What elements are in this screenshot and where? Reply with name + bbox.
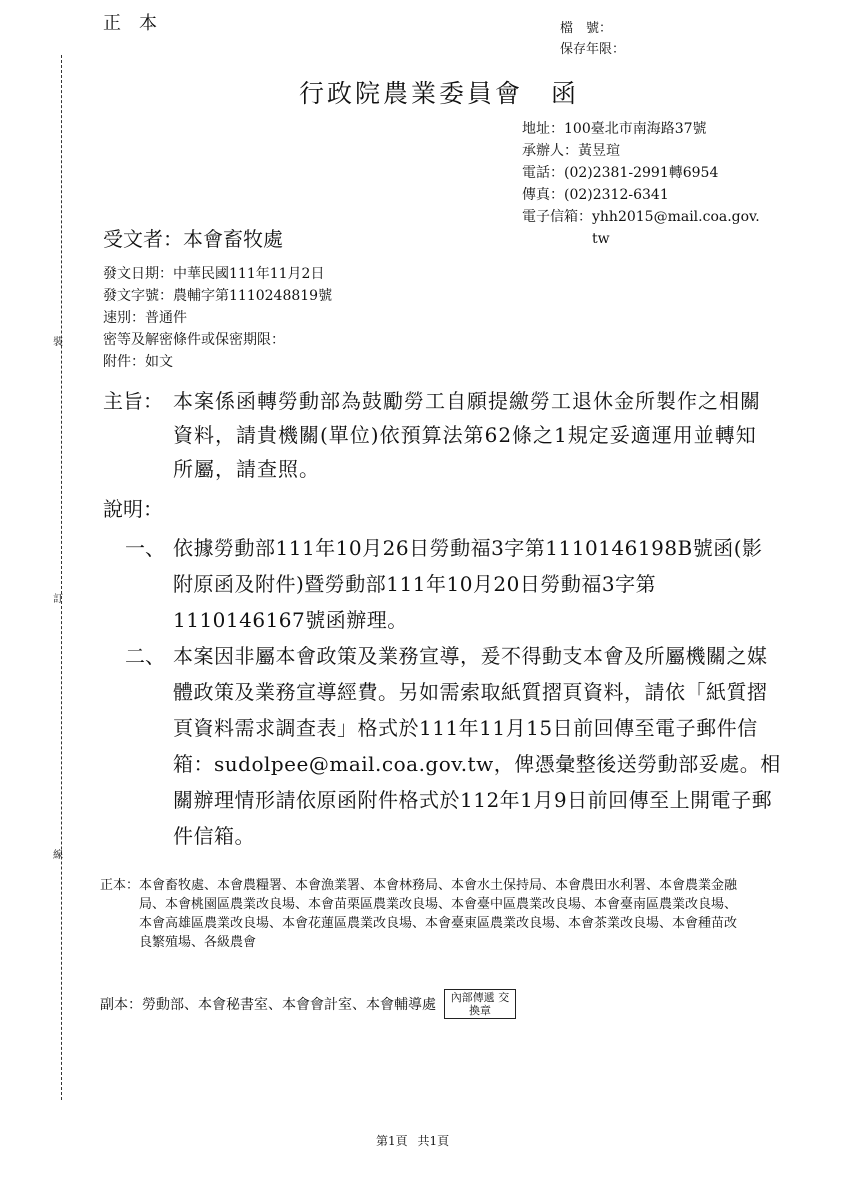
binding-char-bottom: 線 xyxy=(53,850,63,861)
email-label: 電子信箱： xyxy=(522,209,592,225)
contact-block xyxy=(522,118,762,250)
address-label: 地址： xyxy=(522,121,564,137)
document-title: 行政院農業委員會 函 xyxy=(299,79,580,108)
email-value: yhh2015@mail.coa.gov.tw xyxy=(592,209,760,247)
attachment: 附件：如文 xyxy=(103,354,173,370)
email-row xyxy=(522,206,762,250)
subject-text: 本案係函轉勞動部為鼓勵勞工自願提繳勞工退休金所製作之相關資料，請貴機關(單位)依預算法第62條之1規定妥適運用並轉知所屬，請查照。 xyxy=(173,389,761,481)
explanation-label: 說明： xyxy=(103,497,163,521)
handler-value: 黃昱瑄 xyxy=(578,143,620,159)
address-row xyxy=(522,118,762,140)
handler-label: 承辦人： xyxy=(522,143,578,159)
binding-char-top: 裝 xyxy=(53,337,63,348)
phone-label: 電話： xyxy=(522,165,564,181)
cc-block xyxy=(100,989,516,1019)
phone-row xyxy=(522,162,762,184)
item-text: 本案因非屬本會政策及業務宣導，爰不得動支本會及所屬機關之媒體政策及業務宣導經費。另如需索取紙質摺頁資料，請依「紙質摺頁資料需求調查表」格式於111年11月15日前回傳至電子郵件信箱：sudolpee@mail.coa.gov.tw，俾憑彙整後送勞動部妥處。相關辦理情形請依原函附件格式於112年1月9日前回傳至上開電子郵件信箱。 xyxy=(173,644,781,848)
binding-dashed-line xyxy=(61,55,62,1100)
phone-value: (02)2381-2991轉6954 xyxy=(564,165,719,181)
meta-block xyxy=(103,263,332,373)
item-text: 依據勞動部111年10月26日勞動福3字第1110146198B號函(影附原函及附件)暨勞動部111年10月20日勞動福3字第1110146167號函辦理。 xyxy=(173,536,763,632)
fax-row xyxy=(522,184,762,206)
exchange-stamp: 內部傳遞 交換章 xyxy=(444,989,516,1019)
explanation-item-2 xyxy=(125,638,783,854)
cc-label: 副本： xyxy=(100,997,142,1013)
fax-label: 傳真： xyxy=(522,187,564,203)
fax-value: (02)2312-6341 xyxy=(564,187,669,203)
subject-label: 主旨： xyxy=(103,389,163,413)
distribution-label: 正本： xyxy=(100,878,140,893)
distribution-block xyxy=(100,876,744,952)
item-number: 一、 xyxy=(125,536,165,560)
speed-class: 速別：普通件 xyxy=(103,310,187,326)
recipient: 受文者：本會畜牧處 xyxy=(103,227,283,251)
cc-text: 勞動部、本會秘書室、本會會計室、本會輔導處 xyxy=(142,997,436,1013)
item-number: 二、 xyxy=(125,644,165,668)
binding-char-middle: 訂 xyxy=(53,594,63,605)
handler-row xyxy=(522,140,762,162)
copy-mark: 正本 xyxy=(103,13,175,34)
subject-block xyxy=(103,384,773,486)
issue-date: 發文日期：中華民國111年11月2日 xyxy=(103,266,325,282)
address-value: 100臺北市南海路37號 xyxy=(564,121,707,137)
security-level: 密等及解密條件或保密期限： xyxy=(103,332,285,348)
retention-label: 保存年限： xyxy=(560,42,626,57)
page-footer: 第1頁 共1頁 xyxy=(376,1134,450,1148)
explanation-item-1 xyxy=(125,530,783,638)
file-info xyxy=(560,18,680,60)
distribution-text: 本會畜牧處、本會農糧署、本會漁業署、本會林務局、本會水土保持局、本會農田水利署、本會農業金融局、本會桃園區農業改良場、本會苗栗區農業改良場、本會臺中區農業改良場、本會臺南區農業改良場、本會高雄區農業改良場、本會花蓮區農業改良場、本會臺東區農業改良場、本會茶業改良場、本會種苗改良繁殖場、各級農會 xyxy=(139,878,738,950)
file-no-label: 檔 號： xyxy=(560,21,613,36)
document-number: 發文字號：農輔字第1110248819號 xyxy=(103,288,333,304)
